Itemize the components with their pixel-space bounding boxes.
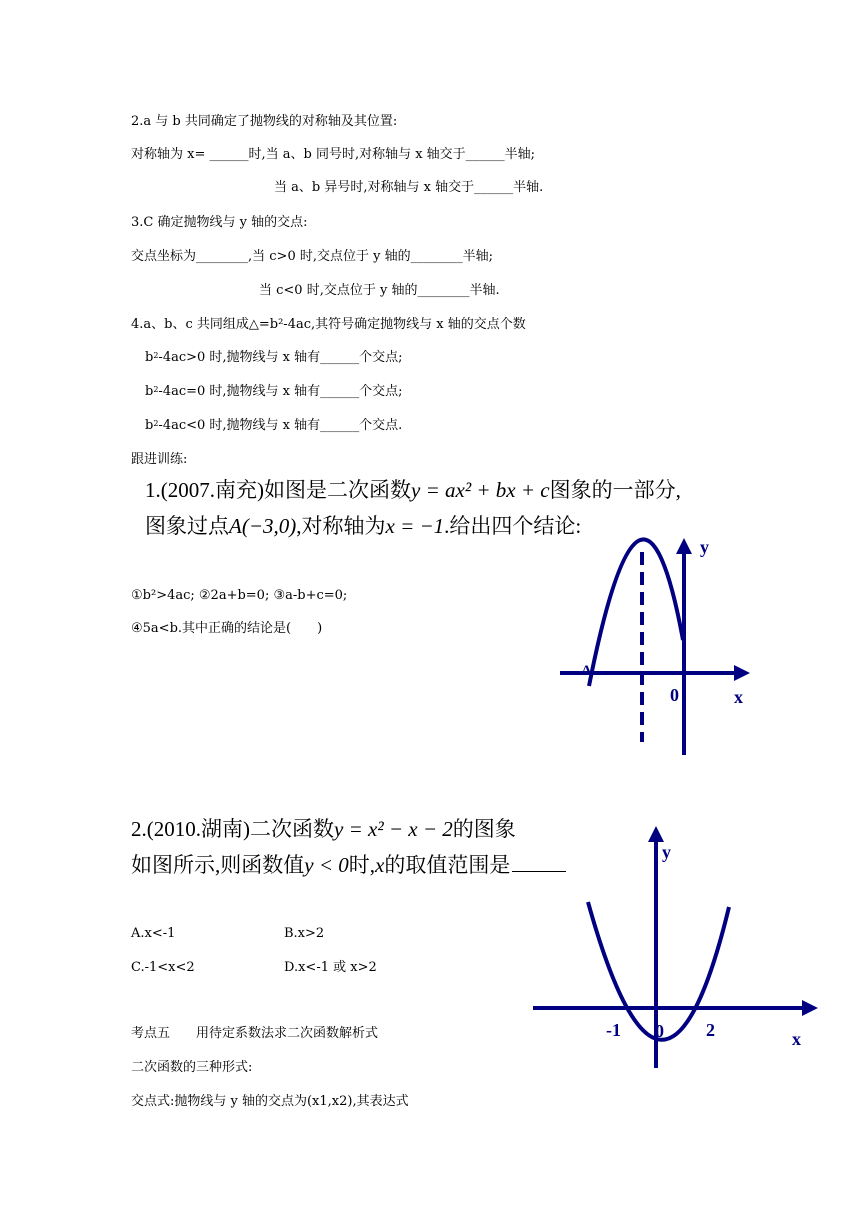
option-b: B.x>2 [284, 926, 325, 941]
problem1-text: .给出四个结论: [444, 514, 582, 538]
section3-heading: 3.C 确定抛物线与 y 轴的交点: [131, 215, 308, 230]
p1-x-label: x [734, 687, 743, 707]
case-rest: -4ac>0 时,抛物线与 x 轴有______个交点; [158, 350, 403, 365]
case-prefix: b [145, 418, 154, 433]
problem1-options-2: ④5a<b.其中正确的结论是( ) [131, 621, 323, 636]
section5-sub: 二次函数的三种形式: [131, 1060, 253, 1075]
case-rest: -4ac=0 时,抛物线与 x 轴有______个交点; [158, 384, 403, 399]
problem2-condition: y < 0 [304, 853, 349, 877]
option-d: D.x<-1 或 x>2 [284, 960, 377, 975]
p2-origin-label: 0 [655, 1021, 664, 1041]
problem2-text: 如图所示,则函数值 [131, 853, 305, 877]
section2-heading: 2.a 与 b 共同确定了抛物线的对称轴及其位置: [131, 114, 398, 129]
p1-origin-label: 0 [670, 685, 679, 705]
problem2-text: 的图象 [452, 817, 516, 841]
problem1-options-1: ①b²>4ac; ②2a+b=0; ③a-b+c=0; [131, 588, 348, 603]
case-sup: 2 [153, 351, 159, 360]
p1-y-label: y [700, 537, 709, 557]
option-a: A.x<-1 [131, 926, 176, 941]
problem2-text: 时, [348, 853, 375, 877]
section5-line1: 交点式:抛物线与 y 轴的交点为(x1,x2),其表达式 [131, 1094, 409, 1109]
problem2-text: 的取值范围是 [384, 853, 511, 877]
problem1-point: A(−3,0) [229, 514, 297, 538]
p2-two-label: 2 [706, 1020, 715, 1040]
section3-line2: 当 c<0 时,交点位于 y 轴的________半轴. [259, 283, 500, 298]
p2-y-arrow [648, 826, 664, 842]
case-sup: 2 [153, 385, 159, 394]
p1-point-label: A [581, 663, 592, 679]
problem1-axis-eq: x = −1 [385, 514, 445, 538]
section4-heading: 4.a、b、c 共同组成△=b²-4ac,其符号确定抛物线与 x 轴的交点个数 [131, 317, 526, 332]
problem1-text: 图象过点 [145, 514, 229, 538]
problem1-formula: y = ax² + bx + c [411, 478, 550, 502]
p2-y-label: y [662, 842, 671, 862]
problem1-text: 1.(2007.南充)如图是二次函数 [145, 478, 411, 502]
case-prefix: b [145, 350, 154, 365]
section5-heading: 考点五 用待定系数法求二次函数解析式 [131, 1026, 379, 1041]
section3-line1: 交点坐标为________,当 c>0 时,交点位于 y 轴的________半轴; [131, 249, 493, 264]
case-rest: -4ac<0 时,抛物线与 x 轴有______个交点. [158, 418, 403, 433]
section2-line2: 当 a、b 异号时,对称轴与 x 轴交于______半轴. [274, 180, 544, 195]
p2-neg1-label: -1 [606, 1020, 621, 1040]
problem2-var: x [375, 853, 385, 877]
problem1-text: ,对称轴为 [296, 514, 386, 538]
case-sup: 2 [153, 419, 159, 428]
option-c: C.-1<x<2 [131, 960, 195, 975]
p2-x-label: x [792, 1029, 801, 1049]
practice-label: 跟进训练: [131, 452, 188, 467]
problem2-text: 2.(2010.湖南)二次函数 [131, 817, 334, 841]
p2-x-arrow [802, 1000, 818, 1016]
problem2-formula: y = x² − x − 2 [334, 817, 453, 841]
case-prefix: b [145, 384, 154, 399]
problem1-text: 图象的一部分, [549, 478, 681, 502]
section2-line1: 对称轴为 x= ______时,当 a、b 同号时,对称轴与 x 轴交于______半轴; [131, 147, 536, 162]
